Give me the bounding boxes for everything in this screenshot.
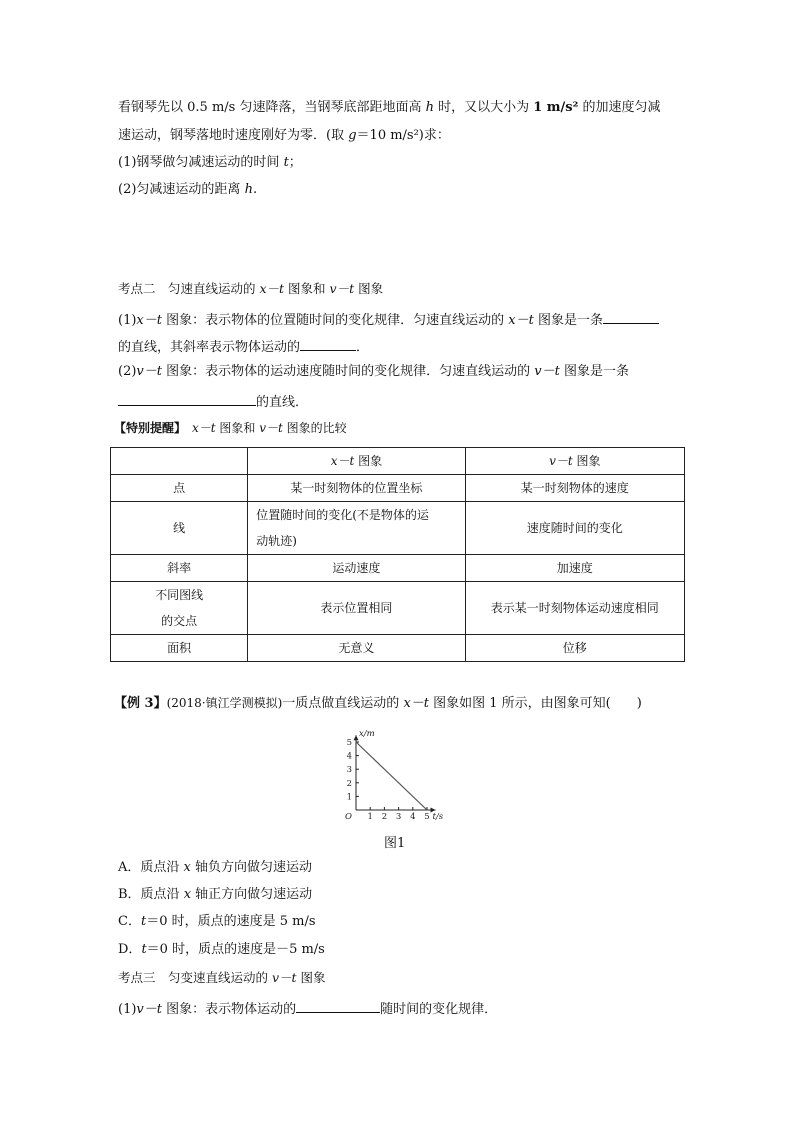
question-1: (1)钢琴做匀减速运动的时间 t； [118, 155, 302, 170]
figure-caption: 图1 [384, 836, 406, 851]
y-tick-label: 5 [346, 738, 352, 748]
x-axis-label: t/s [432, 812, 444, 822]
table-header: x－t 图象 [248, 448, 465, 475]
origin-label: O [345, 812, 352, 822]
question-2: (2)匀减速运动的距离 h. [118, 182, 258, 197]
y-tick-label: 3 [346, 765, 352, 776]
table-cell: 斜率 [111, 555, 248, 582]
table-cell: 运动速度 [248, 555, 465, 582]
x-tick-label: 2 [381, 812, 388, 822]
problem-line-1: 看钢琴先以 0.5 m/s 匀速降落，当钢琴底部距地面高 h 时，又以大小为 1 m/s² 的加速度匀减 [118, 100, 661, 115]
series-line [356, 742, 427, 810]
table-row [111, 502, 685, 555]
kp2-line-1: (1)x－t 图象：表示物体的位置随时间的变化规律．匀速直线运动的 x－t 图象是一条 [118, 309, 659, 330]
x-tick-label: 4 [410, 812, 416, 822]
table-cell: 表示位置相同 [248, 582, 465, 635]
x-tick-label: 5 [424, 812, 430, 822]
table-cell [111, 448, 248, 475]
kp2-line-4: 的直线． [118, 391, 308, 412]
kp2-heading: 考点二 匀速直线运动的 x－t 图象和 v－t 图象 [118, 281, 384, 296]
table-cell: 表示某一时刻物体运动速度相同 [465, 582, 684, 635]
option-c[interactable]: C．t＝0 时，质点的速度是 5 m/s [118, 914, 316, 929]
kp2-line-3: (2)v－t 图象：表示物体的运动速度随时间的变化规律．匀速直线运动的 v－t 图象是一条 [118, 364, 629, 379]
kp3-heading: 考点三 匀变速直线运动的 v－t 图象 [118, 970, 326, 985]
figure-1 [336, 722, 456, 831]
fill-blank[interactable] [300, 336, 356, 351]
table-cell: 某一时刻物体的位置坐标 [248, 475, 465, 502]
kp2-line-2: 的直线，其斜率表示物体运动的 ． [118, 336, 369, 357]
kp3-line-1: (1)v－t 图象：表示物体运动的 随时间的变化规律． [118, 998, 497, 1019]
table-row [111, 448, 685, 475]
fill-blank[interactable] [296, 998, 380, 1013]
table-cell: 线 [111, 502, 248, 555]
table-row [111, 635, 685, 662]
table-row [111, 555, 685, 582]
xt-graph [336, 722, 456, 827]
table-header: v－t 图象 [465, 448, 684, 475]
table-cell: 位移 [465, 635, 684, 662]
table-cell: 点 [111, 475, 248, 502]
table-cell: 无意义 [248, 635, 465, 662]
comparison-table [110, 447, 685, 662]
special-tip: 【特别提醒】 x－t 图象和 v－t 图象的比较 [114, 421, 347, 435]
table-cell: 速度随时间的变化 [465, 502, 684, 555]
x-tick-label: 1 [367, 812, 373, 822]
fill-blank[interactable] [118, 391, 256, 406]
table-cell: 面积 [111, 635, 248, 662]
table-cell: 位置随时间的变化(不是物体的运 动轨迹) [248, 502, 465, 555]
table-cell: 不同图线 的交点 [111, 582, 248, 635]
option-b[interactable]: B．质点沿 x 轴正方向做匀速运动 [118, 887, 313, 902]
table-row [111, 475, 685, 502]
table-cell: 某一时刻物体的速度 [465, 475, 684, 502]
fill-blank[interactable] [603, 309, 659, 324]
y-axis-arrow [354, 735, 359, 740]
x-tick-label: 3 [395, 812, 402, 822]
table-row [111, 582, 685, 635]
example-3: 【例 3】(2018·镇江学测模拟)一质点做直线运动的 x－t 图象如图 1 所示，由图象可知( ) [114, 696, 642, 711]
problem-line-2: 速运动，钢琴落地时速度刚好为零．(取 g＝10 m/s²)求： [118, 128, 450, 143]
option-a[interactable]: A．质点沿 x 轴负方向做匀速运动 [118, 860, 313, 875]
y-axis-label: x/m [359, 729, 375, 740]
y-tick-label: 4 [346, 751, 352, 762]
y-tick-label: 1 [346, 792, 352, 803]
option-d[interactable]: D．t＝0 时，质点的速度是－5 m/s [118, 942, 325, 957]
y-tick-label: 2 [346, 778, 352, 789]
table-cell: 加速度 [465, 555, 684, 582]
